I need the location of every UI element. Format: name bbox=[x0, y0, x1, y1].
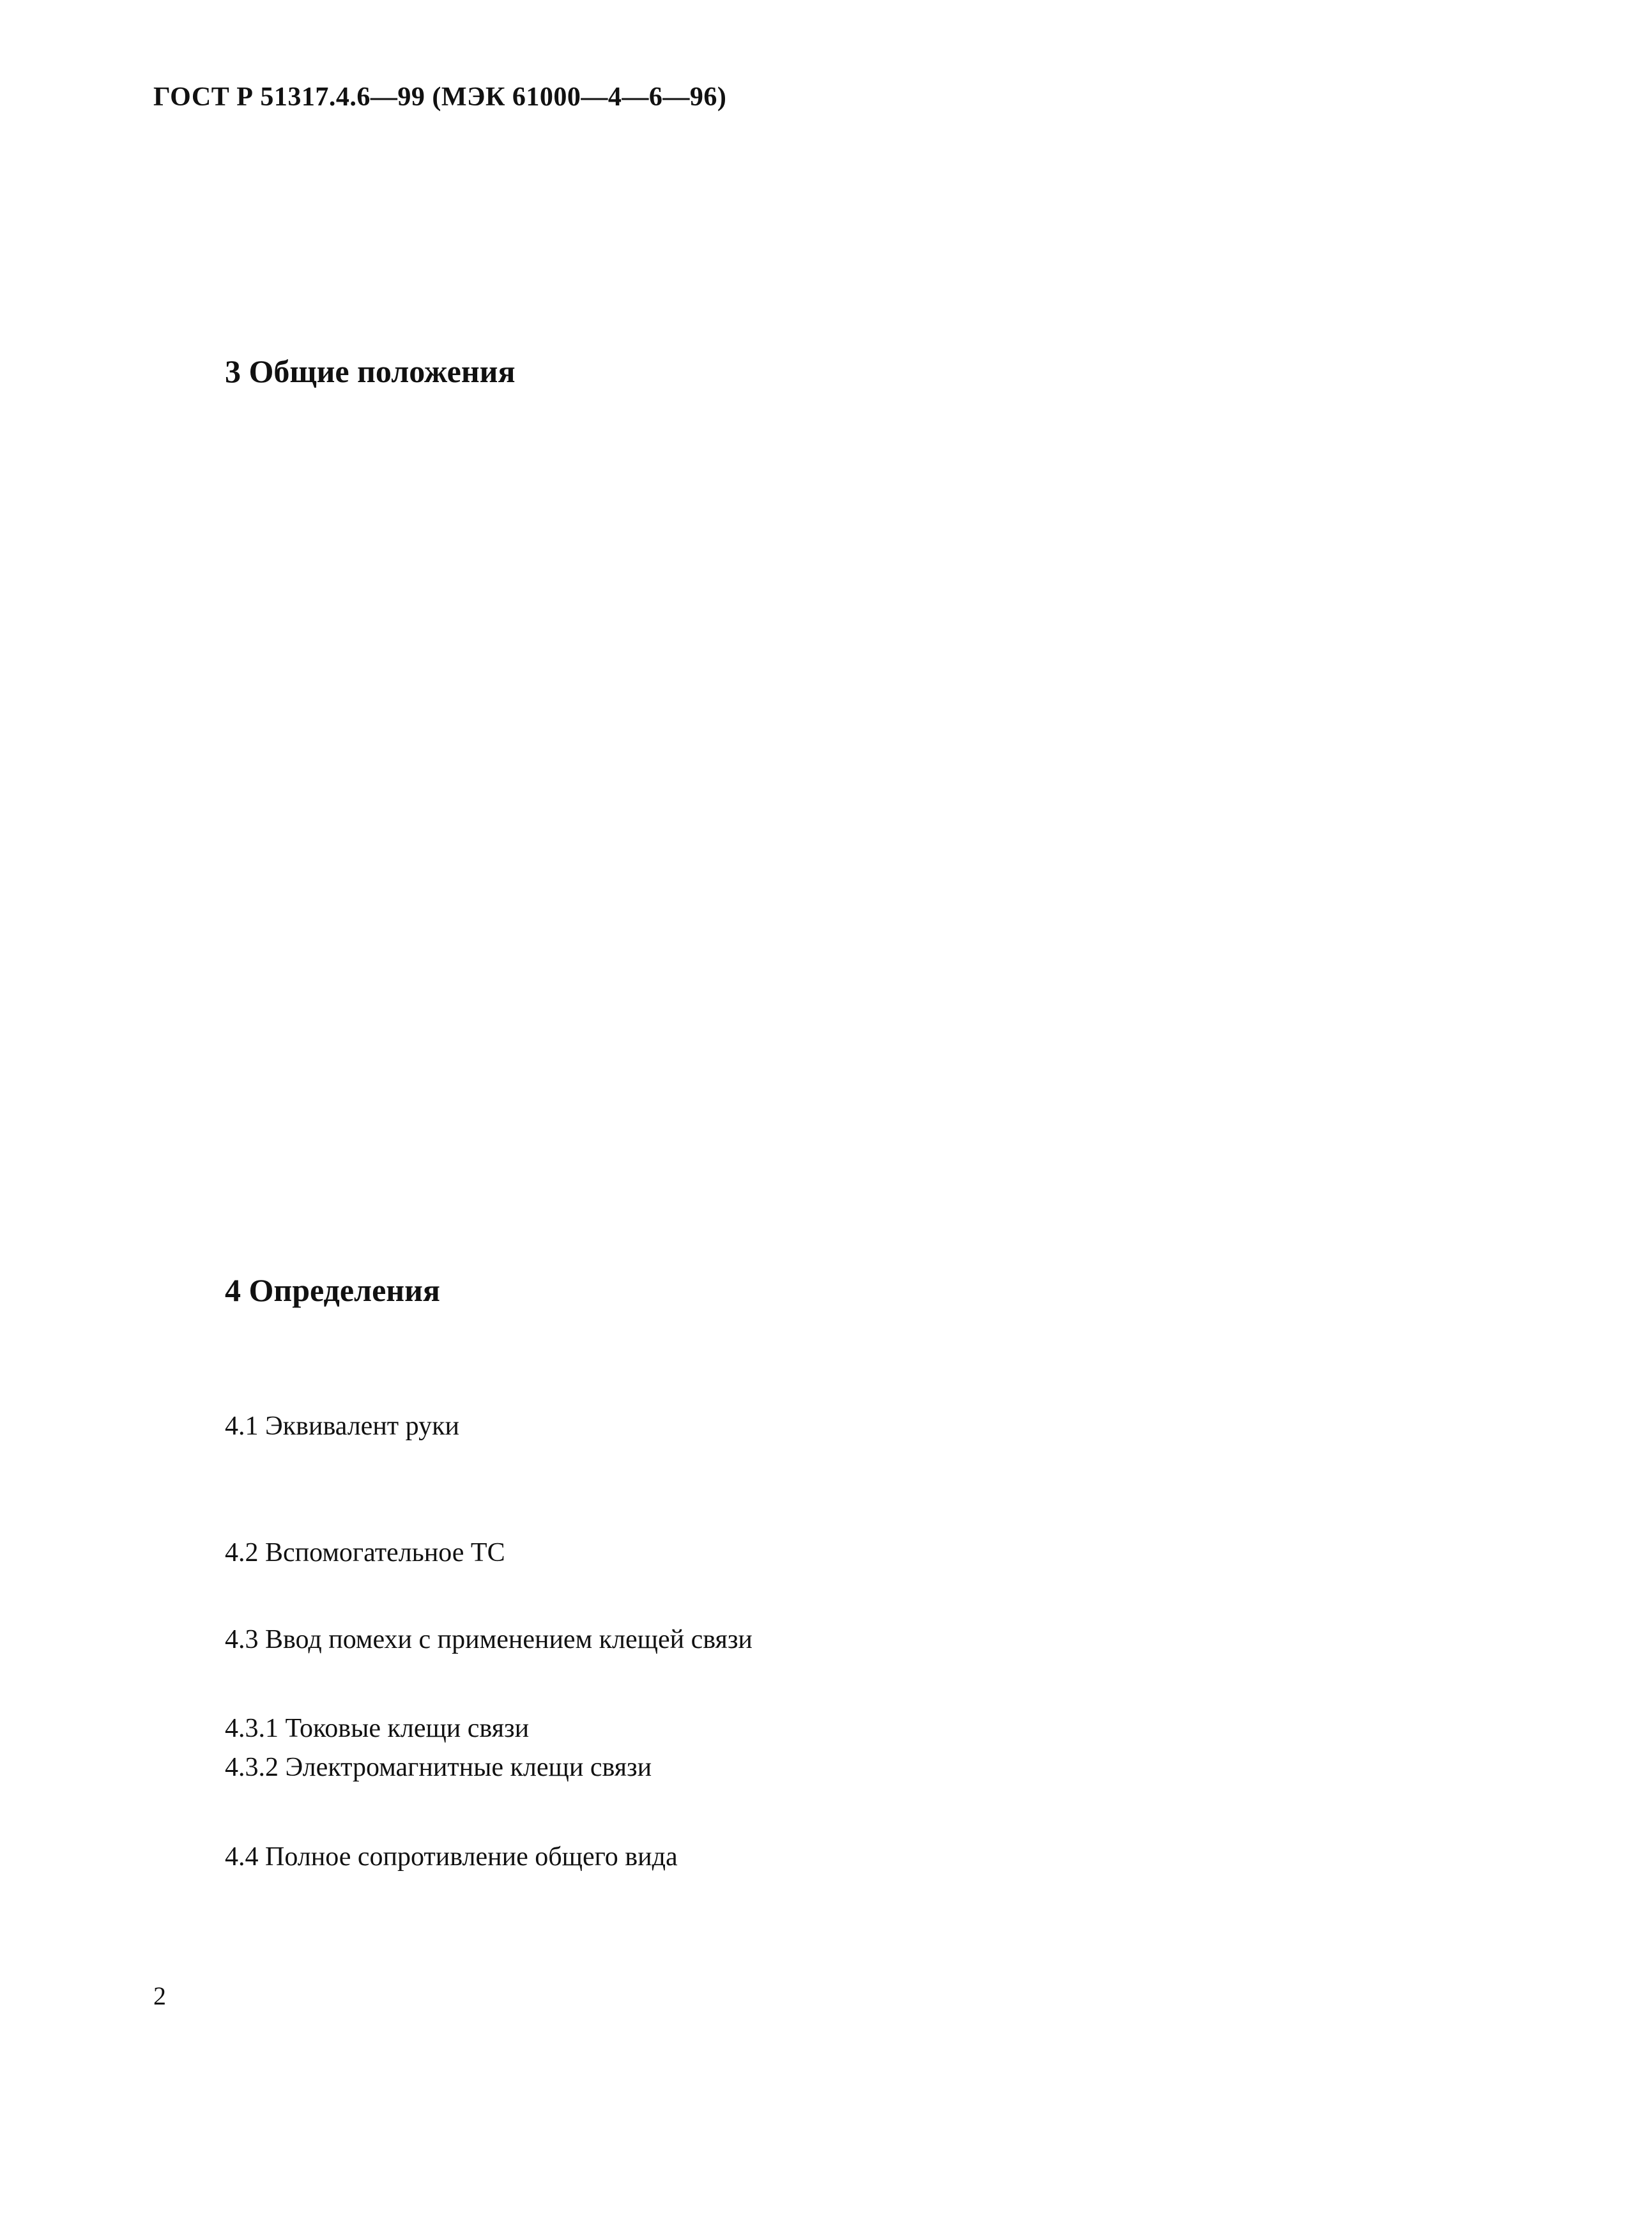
definition-term: 4.2 Вспомогательное ТС bbox=[225, 1538, 505, 1567]
definition-term: 4.4 Полное сопротивление общего вида bbox=[225, 1842, 678, 1872]
section-4-heading: 4 Определения bbox=[225, 1272, 440, 1308]
definition-term: 4.3.1 Токовые клещи связи bbox=[225, 1714, 530, 1743]
page-number: 2 bbox=[153, 1982, 166, 2010]
section-3-heading: 3 Общие положения bbox=[225, 353, 516, 389]
definition-term: 4.3.2 Электромагнитные клещи связи bbox=[225, 1753, 652, 1782]
document-header: ГОСТ Р 51317.4.6—99 (МЭК 61000—4—6—96) bbox=[153, 82, 727, 112]
definition-term: 4.1 Эквивалент руки bbox=[225, 1412, 459, 1441]
definition-term: 4.3 Ввод помехи с применением клещей связи bbox=[225, 1625, 753, 1654]
